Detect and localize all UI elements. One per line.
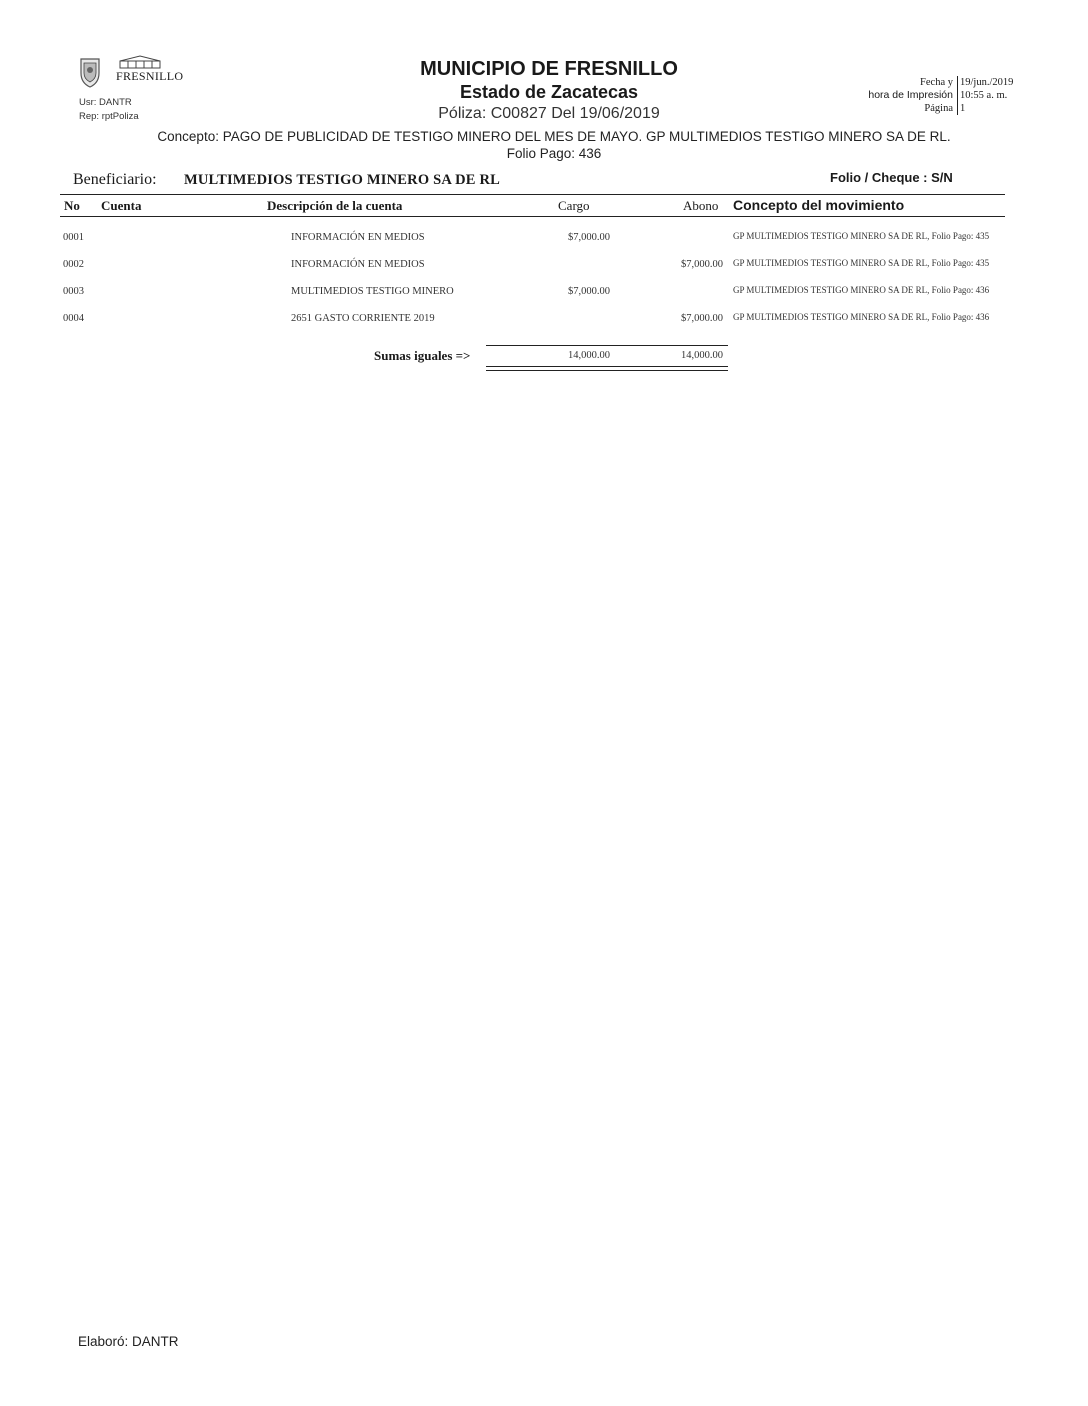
beneficiario-label: Beneficiario:: [73, 171, 157, 188]
report-label: Rep: rptPoliza: [79, 111, 139, 122]
total-abono: 14,000.00: [681, 350, 723, 361]
page-title: MUNICIPIO DE FRESNILLO: [420, 58, 678, 80]
totals-double-rule-1: [486, 366, 728, 367]
page-label: Página: [924, 103, 953, 114]
folio-pago: Folio Pago: 436: [506, 146, 602, 161]
row-no: 0002: [63, 259, 84, 270]
col-header-abono: Abono: [683, 198, 719, 213]
logo-text: FRESNILLO: [116, 69, 184, 83]
user-label: Usr: DANTR: [79, 97, 132, 108]
row-concepto: GP MULTIMEDIOS TESTIGO MINERO SA DE RL, Folio Pago: 436: [733, 285, 990, 295]
totals-top-rule: [486, 345, 728, 346]
col-header-no: No: [64, 198, 80, 213]
time-label: hora de Impresión: [868, 89, 953, 101]
row-descripcion: MULTIMEDIOS TESTIGO MINERO: [291, 286, 454, 297]
row-cargo: $7,000.00: [568, 286, 610, 297]
date-label: Fecha y: [920, 77, 953, 88]
print-date: 19/jun./2019: [960, 77, 1014, 88]
folio-cheque: Folio / Cheque : S/N: [830, 170, 953, 185]
totals-double-rule-2: [486, 370, 728, 371]
table-top-rule: [60, 194, 1005, 195]
col-header-cargo: Cargo: [558, 198, 590, 213]
row-abono: $7,000.00: [681, 313, 723, 324]
row-no: 0003: [63, 286, 84, 297]
row-concepto: GP MULTIMEDIOS TESTIGO MINERO SA DE RL, Folio Pago: 435: [733, 231, 990, 241]
elaboro-label: Elaboró: DANTR: [78, 1334, 179, 1349]
page-number: 1: [960, 103, 966, 114]
col-header-concepto: Concepto del movimiento: [733, 197, 905, 213]
concepto-text: Concepto: PAGO DE PUBLICIDAD DE TESTIGO MINERO DEL MES DE MAYO. GP MULTIMEDIOS TESTIGO MINERO SA DE RL.: [157, 129, 951, 144]
col-header-cuenta: Cuenta: [101, 198, 142, 213]
row-concepto: GP MULTIMEDIOS TESTIGO MINERO SA DE RL, Folio Pago: 435: [733, 258, 990, 268]
table-header-rule: [60, 216, 1005, 217]
total-cargo: 14,000.00: [568, 350, 610, 361]
row-descripcion: 2651 GASTO CORRIENTE 2019: [291, 313, 435, 324]
row-no: 0004: [63, 313, 84, 324]
row-concepto: GP MULTIMEDIOS TESTIGO MINERO SA DE RL, Folio Pago: 436: [733, 312, 990, 322]
col-header-descripcion: Descripción de la cuenta: [267, 198, 403, 213]
poliza-number: Póliza: C00827 Del 19/06/2019: [438, 105, 660, 122]
row-descripcion: INFORMACIÓN EN MEDIOS: [291, 232, 425, 243]
row-descripcion: INFORMACIÓN EN MEDIOS: [291, 259, 425, 270]
row-cargo: $7,000.00: [568, 232, 610, 243]
sumas-iguales-label: Sumas iguales =>: [374, 348, 471, 363]
row-no: 0001: [63, 232, 84, 243]
page-subtitle: Estado de Zacatecas: [459, 82, 639, 102]
print-time: 10:55 a. m.: [960, 90, 1008, 101]
print-info-labels: [820, 76, 958, 115]
print-info-values: [960, 76, 1040, 115]
row-abono: $7,000.00: [681, 259, 723, 270]
beneficiario-value: MULTIMEDIOS TESTIGO MINERO SA DE RL: [184, 172, 501, 188]
